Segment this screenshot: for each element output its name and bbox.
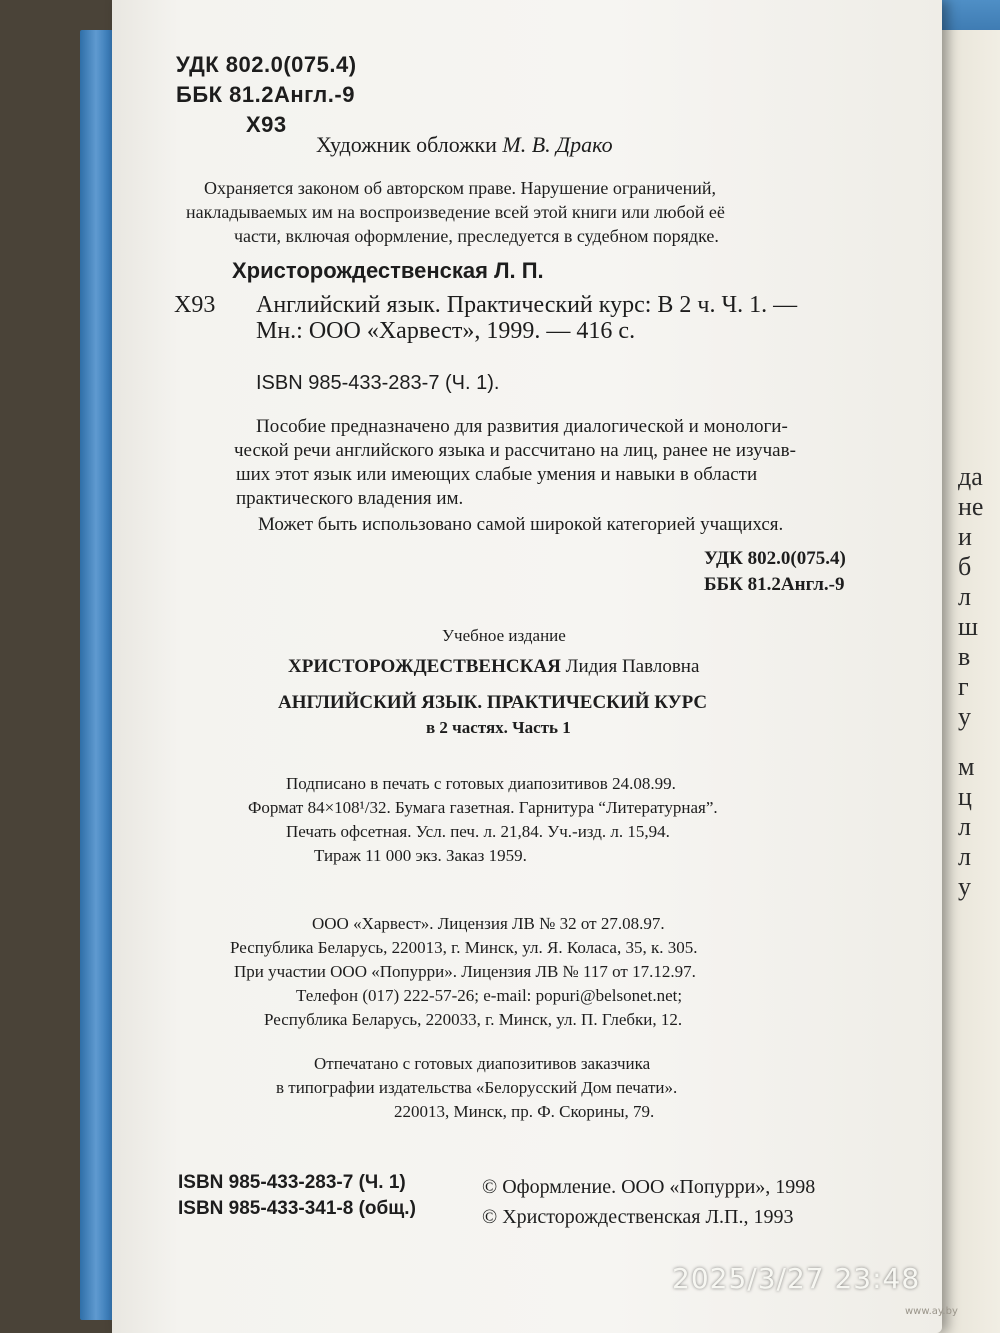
print-info-line: Печать офсетная. Усл. печ. л. 21,84. Уч.-изд. л. 15,94. xyxy=(286,822,670,841)
copyright-notice-line: накладываемых им на воспроизведение всей этой книги или любой её xyxy=(186,202,725,222)
annotation-line: Пособие предназначено для развития диалогической и монологи- xyxy=(256,416,788,437)
copyright-notice-line: части, включая оформление, преследуется в судебном порядке. xyxy=(234,226,719,246)
printing-house-line: 220013, Минск, пр. Ф. Скорины, 79. xyxy=(394,1102,655,1121)
print-info-line: Формат 84×108¹/32. Бумага газетная. Гарнитура “Литературная”. xyxy=(248,798,718,817)
printing-house-line: Отпечатано с готовых диапозитивов заказчика xyxy=(314,1054,651,1073)
watermark: www.ay.by xyxy=(905,1306,958,1317)
next-page-letter: не xyxy=(958,492,984,521)
publisher-info-line: ООО «Харвест». Лицензия ЛВ № 32 от 27.08.97. xyxy=(312,914,665,933)
next-page-letter: в xyxy=(958,642,971,671)
cover-artist-label: Художник обложки xyxy=(316,132,497,157)
cover-artist xyxy=(316,132,613,158)
photo-timestamp: 2025/3/27 23:48 xyxy=(672,1262,921,1295)
author-mark: Х93 xyxy=(246,112,287,137)
bib-publisher: Мн.: ООО «Харвест», 1999. — 416 с. xyxy=(256,318,636,344)
isbn-general: ISBN 985-433-341-8 (общ.) xyxy=(178,1198,416,1219)
next-page-letter: г xyxy=(958,672,969,701)
annotation-line: практического владения им. xyxy=(236,488,464,509)
edition-parts: в 2 частях. Часть 1 xyxy=(426,718,571,737)
next-page-letter: ц xyxy=(958,782,972,811)
copyright-notice-line: Охраняется законом об авторском праве. Нарушение ограничений, xyxy=(204,178,716,198)
next-page-letter: м xyxy=(958,752,975,781)
next-page-letter: л xyxy=(958,812,971,841)
edition-author-surname: ХРИСТОРОЖДЕСТВЕНСКАЯ xyxy=(288,656,561,677)
copyright-author: © Христорождественская Л.П., 1993 xyxy=(482,1206,794,1228)
book-page xyxy=(112,0,942,1333)
next-page-letter: л xyxy=(958,582,971,611)
bib-isbn: ISBN 985-433-283-7 (Ч. 1). xyxy=(256,372,500,394)
annotation-line: ческой речи английского языка и рассчитано на лиц, ранее не изучав- xyxy=(234,440,796,461)
edition-author xyxy=(288,656,699,678)
annotation-line: Может быть использовано самой широкой категорией учащихся. xyxy=(258,514,784,535)
bib-author: Христорождественская Л. П. xyxy=(232,258,544,283)
next-page-letter: да xyxy=(958,462,983,491)
publisher-info-line: Республика Беларусь, 220013, г. Минск, ул. Я. Коласа, 35, к. 305. xyxy=(230,938,698,957)
publisher-info-line: Телефон (017) 222-57-26; e-mail: popuri@belsonet.net; xyxy=(296,986,683,1005)
udk-code: УДК 802.0(075.4) xyxy=(176,52,357,77)
annotation-line: ших этот язык или имеющих слабые умения и навыки в области xyxy=(236,464,758,485)
print-info-line: Тираж 11 000 экз. Заказ 1959. xyxy=(314,846,527,865)
udk-right: УДК 802.0(075.4) xyxy=(704,548,846,569)
bib-author-mark: Х93 xyxy=(174,292,216,318)
next-page-letter: у xyxy=(958,872,971,901)
next-page-letter: у xyxy=(958,702,971,731)
bib-title: Английский язык. Практический курс: В 2 ч. Ч. 1. — xyxy=(256,292,798,318)
publisher-info-line: Республика Беларусь, 220033, г. Минск, ул. П. Глебки, 12. xyxy=(264,1010,683,1029)
bbk-code: ББК 81.2Англ.-9 xyxy=(176,82,355,107)
cover-artist-name: М. В. Драко xyxy=(502,132,613,157)
isbn-part: ISBN 985-433-283-7 (Ч. 1) xyxy=(178,1172,406,1193)
printing-house-line: в типографии издательства «Белорусский Дом печати». xyxy=(276,1078,678,1097)
publisher-info-line: При участии ООО «Попурри». Лицензия ЛВ № 117 от 17.12.97. xyxy=(234,962,696,981)
next-page-letter: и xyxy=(958,522,972,551)
edition-type: Учебное издание xyxy=(442,626,566,645)
bbk-right: ББК 81.2Англ.-9 xyxy=(704,574,845,595)
edition-title: АНГЛИЙСКИЙ ЯЗЫК. ПРАКТИЧЕСКИЙ КУРС xyxy=(278,692,708,713)
print-info-line: Подписано в печать с готовых диапозитивов 24.08.99. xyxy=(286,774,676,793)
copyright-design: © Оформление. ООО «Попурри», 1998 xyxy=(482,1176,816,1198)
next-page-letter: б xyxy=(958,552,972,581)
next-page-letter: л xyxy=(958,842,971,871)
edition-author-name: Лидия Павловна xyxy=(565,656,700,677)
next-page-letter: ш xyxy=(958,612,979,641)
